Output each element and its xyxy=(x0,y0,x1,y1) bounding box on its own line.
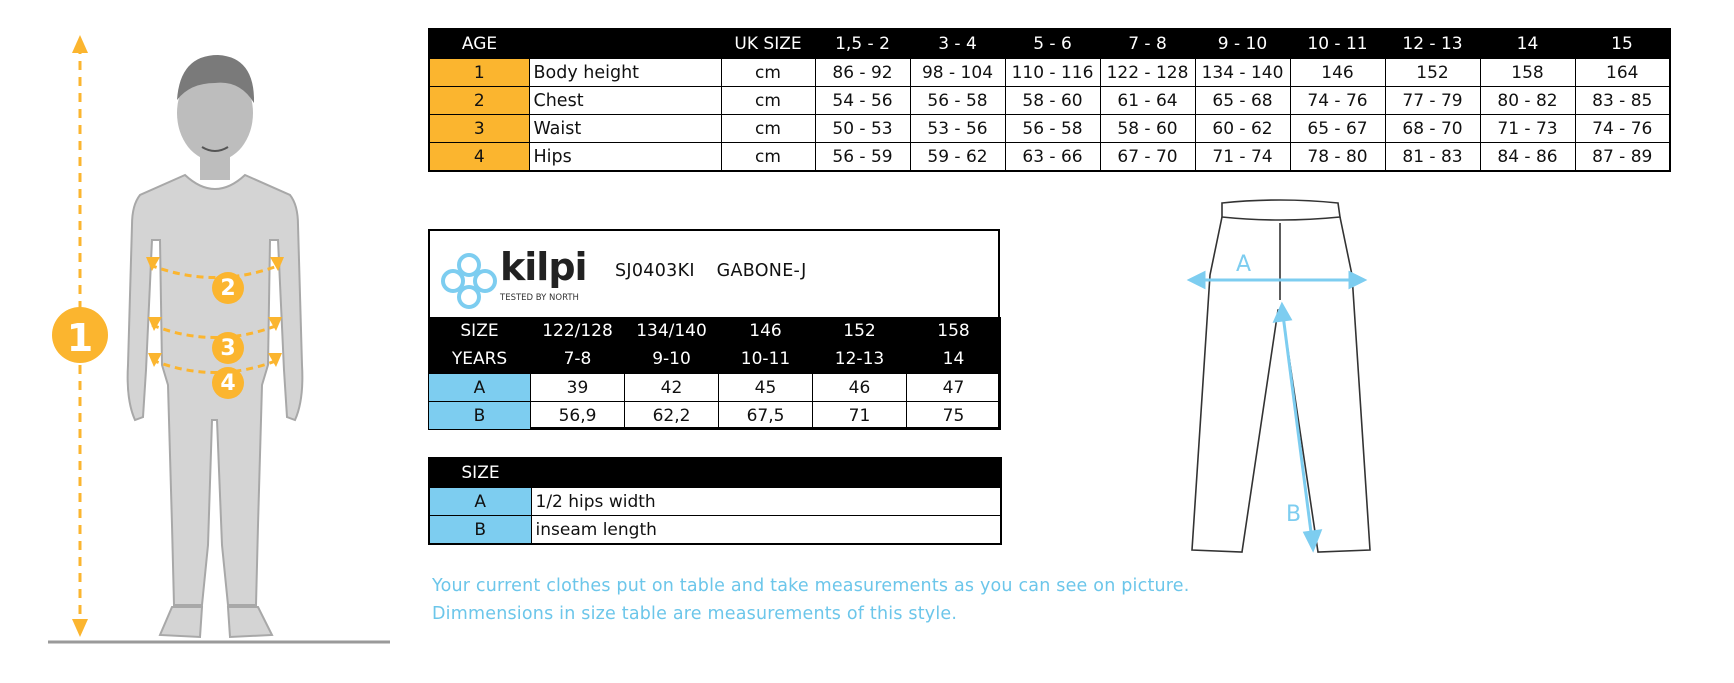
brand-logo xyxy=(440,245,600,315)
table-cell: 62,2 xyxy=(625,402,719,430)
product-size-table xyxy=(428,317,1001,430)
header-size-col: 14 xyxy=(1480,29,1575,59)
table-cell: 58 - 60 xyxy=(1100,115,1195,143)
table-cell: 67 - 70 xyxy=(1100,143,1195,172)
marker-1: 1 xyxy=(66,316,94,360)
table-row xyxy=(429,87,1670,115)
years-value: 12-13 xyxy=(813,345,907,374)
legend-header-blank xyxy=(531,458,1001,488)
table-cell: 71 - 73 xyxy=(1480,115,1575,143)
pants-label-b: B xyxy=(1286,502,1302,527)
row-unit: cm xyxy=(721,115,815,143)
table-cell: 59 - 62 xyxy=(910,143,1005,172)
measurement-legend-table xyxy=(428,457,1002,545)
row-key: B xyxy=(429,402,531,430)
row-label: Chest xyxy=(529,87,721,115)
table-cell: 56,9 xyxy=(531,402,625,430)
table-cell: 56 - 59 xyxy=(815,143,910,172)
row-unit: cm xyxy=(721,59,815,87)
table-cell: 78 - 80 xyxy=(1290,143,1385,172)
kilpi-knot-icon xyxy=(440,251,498,311)
table-cell: 53 - 56 xyxy=(910,115,1005,143)
table-cell: 146 xyxy=(1290,59,1385,87)
size-header-row xyxy=(429,317,1001,345)
legend-key: A xyxy=(429,488,531,516)
table-row xyxy=(429,374,1001,402)
table-cell: 60 - 62 xyxy=(1195,115,1290,143)
years-value: 10-11 xyxy=(719,345,813,374)
table-cell: 47 xyxy=(907,374,1001,402)
table-row xyxy=(429,488,1001,516)
table-cell: 63 - 66 xyxy=(1005,143,1100,172)
legend-header-row xyxy=(429,458,1001,488)
years-value: 7-8 xyxy=(531,345,625,374)
table-cell: 39 xyxy=(531,374,625,402)
table-cell: 56 - 58 xyxy=(910,87,1005,115)
years-header-row xyxy=(429,345,1001,374)
legend-header: SIZE xyxy=(429,458,531,488)
header-size-col: 1,5 - 2 xyxy=(815,29,910,59)
table-cell: 61 - 64 xyxy=(1100,87,1195,115)
years-label: YEARS xyxy=(429,345,531,374)
table-cell: 46 xyxy=(813,374,907,402)
table-cell: 74 - 76 xyxy=(1290,87,1385,115)
table-cell: 56 - 58 xyxy=(1005,115,1100,143)
table-row xyxy=(429,516,1001,545)
table-cell: 68 - 70 xyxy=(1385,115,1480,143)
pants-diagram xyxy=(1180,195,1390,560)
table-cell: 122 - 128 xyxy=(1100,59,1195,87)
table-cell: 42 xyxy=(625,374,719,402)
table-cell: 77 - 79 xyxy=(1385,87,1480,115)
header-size-col: 10 - 11 xyxy=(1290,29,1385,59)
table-cell: 84 - 86 xyxy=(1480,143,1575,172)
legend-key: B xyxy=(429,516,531,545)
size-value: 158 xyxy=(907,317,1001,345)
brand-tagline: TESTED BY NORTH xyxy=(500,293,579,303)
product-name: GABONE-J xyxy=(716,261,807,281)
row-key: A xyxy=(429,374,531,402)
size-value: 146 xyxy=(719,317,813,345)
table-cell: 164 xyxy=(1575,59,1670,87)
legend-desc: inseam length xyxy=(531,516,1001,545)
size-label: SIZE xyxy=(429,317,531,345)
header-size-col: 7 - 8 xyxy=(1100,29,1195,59)
table-cell: 110 - 116 xyxy=(1005,59,1100,87)
size-value: 152 xyxy=(813,317,907,345)
header-size-col: 15 xyxy=(1575,29,1670,59)
table-row xyxy=(429,59,1670,87)
table-cell: 87 - 89 xyxy=(1575,143,1670,172)
row-number: 3 xyxy=(429,115,529,143)
header-size-col: 5 - 6 xyxy=(1005,29,1100,59)
table-cell: 65 - 68 xyxy=(1195,87,1290,115)
header-age: AGE xyxy=(429,29,529,59)
row-label: Body height xyxy=(529,59,721,87)
row-unit: cm xyxy=(721,143,815,172)
age-size-table xyxy=(428,28,1671,172)
table-cell: 67,5 xyxy=(719,402,813,430)
brand-name: kilpi xyxy=(500,245,587,289)
age-table-header xyxy=(429,29,1670,59)
size-value: 122/128 xyxy=(531,317,625,345)
marker-4: 4 xyxy=(220,371,236,396)
table-cell: 71 - 74 xyxy=(1195,143,1290,172)
table-cell: 75 xyxy=(907,402,1001,430)
table-cell: 83 - 85 xyxy=(1575,87,1670,115)
table-cell: 86 - 92 xyxy=(815,59,910,87)
table-cell: 81 - 83 xyxy=(1385,143,1480,172)
table-cell: 158 xyxy=(1480,59,1575,87)
header-size-col: 12 - 13 xyxy=(1385,29,1480,59)
years-value: 9-10 xyxy=(625,345,719,374)
row-number: 1 xyxy=(429,59,529,87)
table-cell: 71 xyxy=(813,402,907,430)
marker-3: 3 xyxy=(220,336,236,361)
table-cell: 65 - 67 xyxy=(1290,115,1385,143)
pants-label-a: A xyxy=(1236,252,1252,277)
table-row xyxy=(429,143,1670,172)
table-cell: 45 xyxy=(719,374,813,402)
table-cell: 50 - 53 xyxy=(815,115,910,143)
table-cell: 74 - 76 xyxy=(1575,115,1670,143)
header-uk-size: UK SIZE xyxy=(721,29,815,59)
product-id xyxy=(615,261,807,281)
size-value: 134/140 xyxy=(625,317,719,345)
table-cell: 152 xyxy=(1385,59,1480,87)
row-unit: cm xyxy=(721,87,815,115)
years-value: 14 xyxy=(907,345,1001,374)
header-size-col: 9 - 10 xyxy=(1195,29,1290,59)
table-cell: 134 - 140 xyxy=(1195,59,1290,87)
instruction-note: Your current clothes put on table and take measurements as you can see on picture. xyxy=(432,576,1190,596)
table-cell: 58 - 60 xyxy=(1005,87,1100,115)
instruction-note: Dimmensions in size table are measurements of this style. xyxy=(432,604,958,624)
table-row xyxy=(429,115,1670,143)
product-size-box xyxy=(428,229,1000,429)
table-cell: 98 - 104 xyxy=(910,59,1005,87)
header-size-col: 3 - 4 xyxy=(910,29,1005,59)
table-cell: 80 - 82 xyxy=(1480,87,1575,115)
row-number: 2 xyxy=(429,87,529,115)
row-label: Waist xyxy=(529,115,721,143)
row-number: 4 xyxy=(429,143,529,172)
marker-2: 2 xyxy=(220,276,236,301)
row-label: Hips xyxy=(529,143,721,172)
table-cell: 54 - 56 xyxy=(815,87,910,115)
legend-desc: 1/2 hips width xyxy=(531,488,1001,516)
product-code: SJ0403KI xyxy=(615,261,695,281)
header-blank xyxy=(529,29,721,59)
table-row xyxy=(429,402,1001,430)
